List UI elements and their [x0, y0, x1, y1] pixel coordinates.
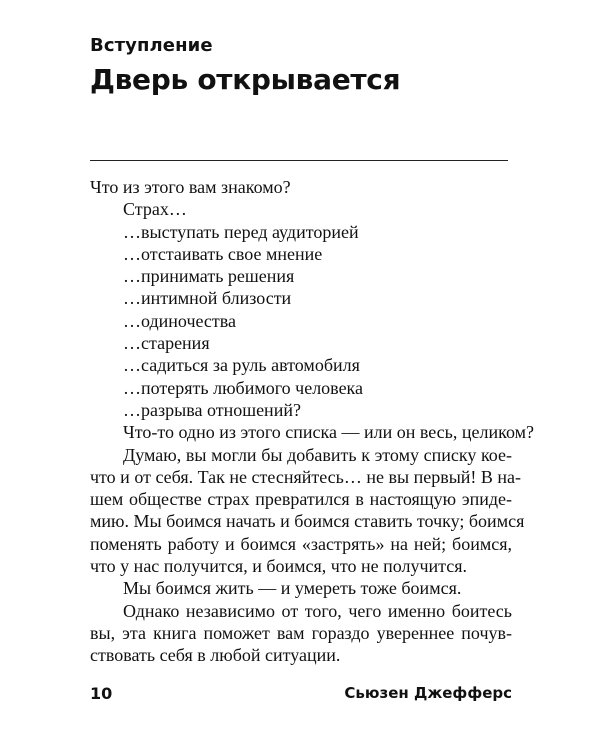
paragraph-line: что и от себя. Так не стесняйтесь… не вы первый! В на-	[90, 466, 522, 487]
question-line: Что-то одно из этого списка — или он весь, целиком?	[123, 422, 534, 443]
paragraph-line: ствовать себя в любой ситуации.	[90, 645, 341, 666]
intro-line: Что из этого вам знакомо?	[90, 177, 291, 197]
fear-item: …садиться за руль автомобиля	[123, 355, 360, 376]
fear-item: …интимной близости	[123, 288, 292, 309]
fear-item: …принимать решения	[123, 266, 295, 287]
paragraph-line: Мы боимся жить — и умереть тоже боимся.	[123, 578, 462, 599]
paragraph-line: поменять работу и боимся «застрять» на ней; боимся,	[90, 533, 512, 554]
fear-item: …старения	[123, 333, 210, 354]
body-text	[90, 176, 534, 667]
fear-item: …выступать перед аудиторией	[123, 221, 359, 242]
paragraph-line: Думаю, вы могли бы добавить к этому списку кое-	[123, 444, 512, 465]
section-label: Вступление	[90, 35, 213, 56]
divider-rule	[90, 160, 508, 161]
running-footer-author: Сьюзен Джефферс	[344, 684, 512, 702]
fear-item: …одиночества	[123, 310, 237, 331]
paragraph-line: мию. Мы боимся начать и боимся ставить точку; боимся	[90, 511, 525, 532]
paragraph-line: Однако независимо от того, чего именно боитесь	[123, 600, 512, 621]
chapter-title: Дверь открывается	[90, 63, 401, 96]
fear-item: …отстаивать свое мнение	[123, 243, 323, 264]
paragraph-line: шем обществе страх превратился в настоящую эпиде-	[90, 489, 512, 510]
fear-item: …разрыва отношений?	[123, 399, 301, 420]
paragraph-line: вы, эта книга поможет вам гораздо увереннее почув-	[90, 622, 512, 643]
fear-item: …потерять любимого человека	[123, 377, 364, 398]
page-number: 10	[90, 684, 113, 703]
paragraph-line: что у нас получится, и боимся, что не получится.	[90, 556, 468, 577]
fear-line: Страх…	[123, 199, 187, 220]
